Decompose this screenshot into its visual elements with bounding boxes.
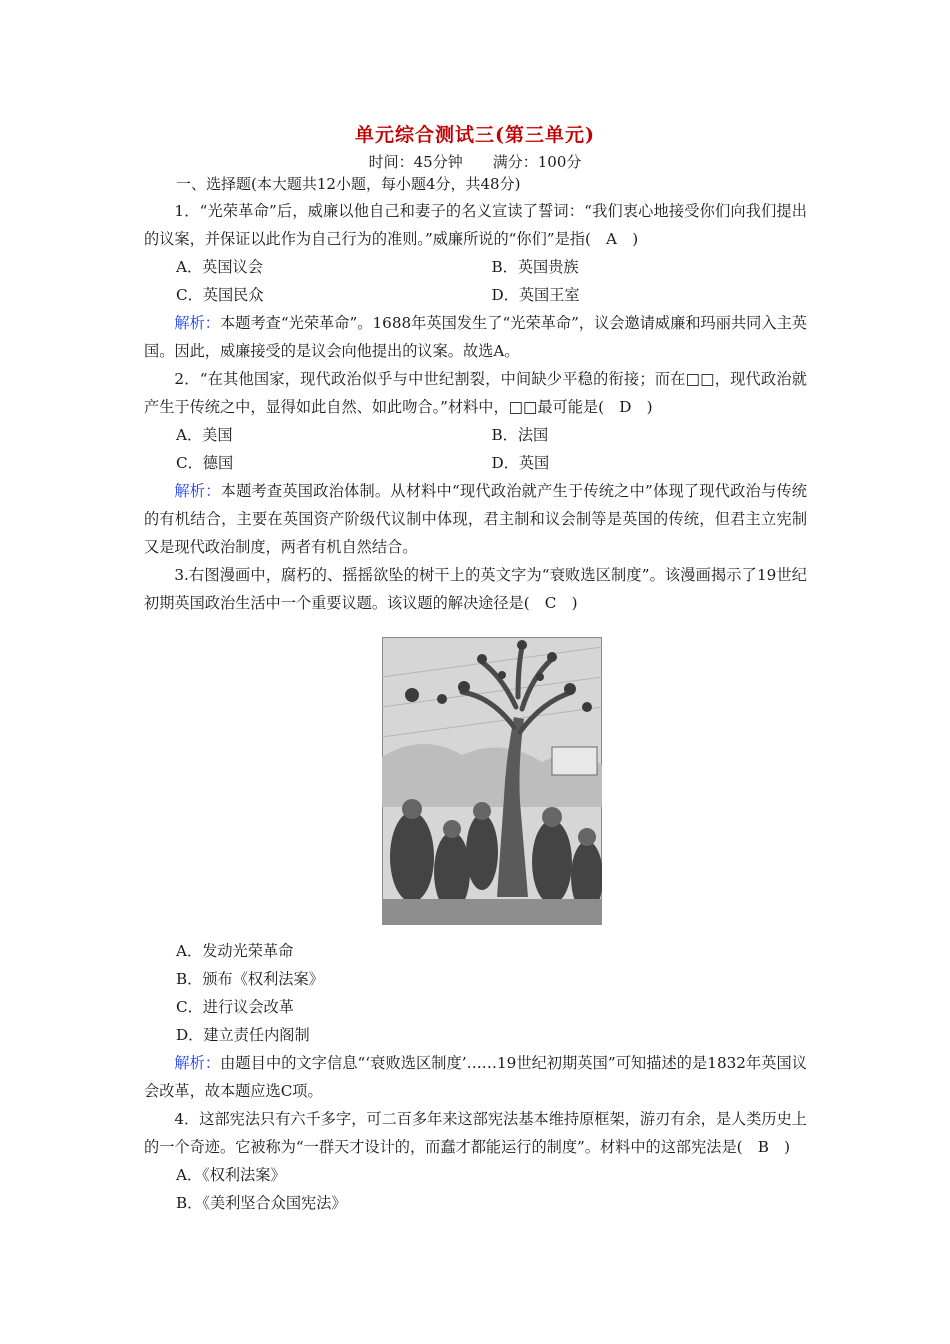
cartoon-image <box>382 637 602 925</box>
section-heading: 一、选择题(本大题共12小题，每小题4分，共48分) <box>176 175 521 193</box>
question-1-stem: 1．“光荣革命”后，威廉以他自己和妻子的名义宣读了誓词：“我们衷心地接受你们向我们提出的议案，并保证以此作为自己行为的准则。”威廉所说的“你们”是指( A ) <box>144 202 807 248</box>
analysis-text: 本题考查英国政治体制。从材料中“现代政治就产生于传统之中”体现了现代政治与传统的有机结合，主要在英国资产阶级代议制中体现，君主制和议会制等是英国的传统，但君主立宪制又是现代政治制度，两者有机自然结合。 <box>144 482 807 556</box>
analysis-label: 解析： <box>174 1054 221 1072</box>
question-2-option-b: B．法国 <box>491 426 549 444</box>
analysis-label: 解析： <box>174 314 221 332</box>
question-3-option-d: D．建立责任内阁制 <box>176 1026 310 1044</box>
question-3-option-a: A．发动光荣革命 <box>176 942 294 960</box>
question-2-option-d: D．英国 <box>491 454 550 472</box>
question-3-analysis <box>144 1049 807 1105</box>
question-1-analysis <box>144 309 807 365</box>
question-3-option-b: B．颁布《权利法案》 <box>176 970 324 988</box>
question-4-option-a: A．《权利法案》 <box>176 1166 286 1184</box>
cartoon-illustration <box>382 637 602 925</box>
analysis-text: 由题目中的文字信息“‘衰败选区制度’……19世纪初期英国”可知描述的是1832年英国议会改革，故本题应选C项。 <box>144 1054 807 1100</box>
question-2-option-a: A．美国 <box>176 426 233 444</box>
question-1-options-row-2 <box>144 281 807 309</box>
question-1-options-row-1 <box>144 253 807 281</box>
question-1-option-c: C．英国民众 <box>176 286 264 304</box>
question-1-option-d: D．英国王室 <box>491 286 580 304</box>
question-2-options-row-1 <box>144 421 807 449</box>
analysis-text: 本题考查“光荣革命”。1688年英国发生了“光荣革命”，议会邀请威廉和玛丽共同入主英国。因此，威廉接受的是议会向他提出的议案。故选A。 <box>144 314 807 360</box>
question-1-option-a: A．英国议会 <box>176 258 263 276</box>
question-1-option-b: B．英国贵族 <box>491 258 579 276</box>
question-3-stem: 3.右图漫画中，腐朽的、摇摇欲坠的树干上的英文字为“衰败选区制度”。该漫画揭示了19世纪初期英国政治生活中一个重要议题。该议题的解决途径是( C ) <box>144 566 807 612</box>
question-list <box>144 197 807 1217</box>
question-2-stem: 2．“在其他国家，现代政治似乎与中世纪割裂，中间缺少平稳的衔接；而在□□，现代政治就产生于传统之中，显得如此自然、如此吻合。”材料中，□□最可能是( D ) <box>144 370 807 416</box>
exam-meta: 时间：45分钟 满分：100分 <box>368 153 582 171</box>
analysis-label: 解析： <box>174 482 221 500</box>
question-2-option-c: C．德国 <box>176 454 234 472</box>
question-3-option-c: C．进行议会改革 <box>176 998 294 1016</box>
question-2-analysis <box>144 477 807 561</box>
question-4-option-b: B．《美利坚合众国宪法》 <box>176 1194 347 1212</box>
question-2-options-row-2 <box>144 449 807 477</box>
question-4-stem: 4．这部宪法只有六千多字，可二百多年来这部宪法基本维持原框架，游刃有余，是人类历史上的一个奇迹。它被称为“一群天才设计的，而蠢才都能运行的制度”。材料中的这部宪法是( B ) <box>144 1110 807 1156</box>
page-title: 单元综合测试三(第三单元) <box>355 124 595 146</box>
cartoon-figure-area <box>144 617 807 937</box>
